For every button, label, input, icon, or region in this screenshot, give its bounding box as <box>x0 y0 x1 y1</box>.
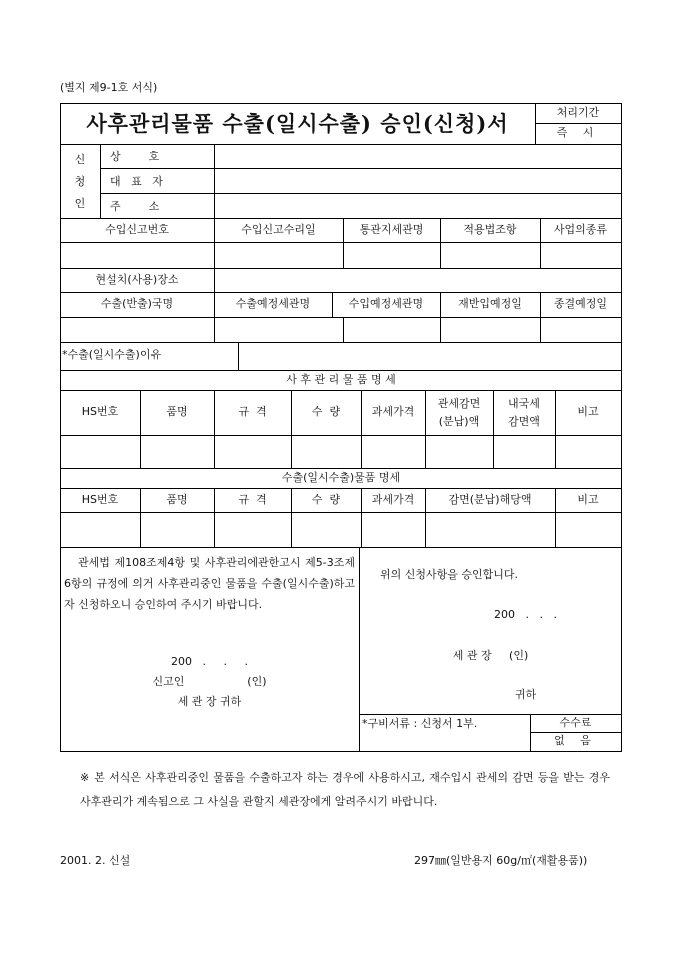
declarant-signature: 신고인 (인) <box>152 674 267 688</box>
export-hs-code-header: HS번호 <box>81 492 119 506</box>
processing-period-label: 처리기간 <box>556 105 600 119</box>
import-acceptance-date-header: 수입신고수리일 <box>241 222 316 236</box>
managed-items-title: 사 후 관 리 물 품 명 세 <box>286 372 396 386</box>
managed-item-name-header: 품명 <box>166 405 188 419</box>
footer-established: 2001. 2. 신설 <box>60 854 131 867</box>
applicable-law-header: 적용법조항 <box>463 222 517 236</box>
import-customs-field[interactable] <box>344 318 439 341</box>
representative-label: 대 표 자 <box>110 174 163 188</box>
address-field[interactable] <box>215 194 620 217</box>
declaration-addressee: 세 관 장 귀하 <box>177 694 242 708</box>
export-reason-label: *수출(일시수출)이유 <box>62 348 162 361</box>
installation-location-field[interactable] <box>215 269 620 291</box>
form-number: (별지 제9-1호 서식) <box>60 81 158 94</box>
export-item-name-header: 품명 <box>166 492 188 506</box>
closing-date-header: 종결예정일 <box>553 297 608 311</box>
managed-quantity-header: 수 량 <box>311 405 341 419</box>
import-declaration-no-header: 수입신고번호 <box>105 222 169 236</box>
approval-signer: 세 관 장 (인) <box>452 648 529 662</box>
trade-name-label: 상 호 <box>110 150 160 163</box>
reimport-date-header: 재반입예정일 <box>458 297 522 311</box>
installation-location-label: 현설치(사용)장소 <box>95 272 179 286</box>
representative-field[interactable] <box>215 169 620 192</box>
managed-items-row[interactable] <box>61 436 620 467</box>
customs-office-field[interactable] <box>344 243 439 267</box>
import-declaration-no-field[interactable] <box>61 243 213 267</box>
managed-hs-code-header: HS번호 <box>81 405 119 419</box>
managed-remarks-header: 비고 <box>577 405 599 419</box>
import-acceptance-date-field[interactable] <box>215 243 342 267</box>
approval-date: 200 . . . <box>494 607 557 621</box>
export-customs-header: 수출예정세관명 <box>235 297 311 311</box>
import-customs-header: 수입예정세관명 <box>348 297 424 311</box>
export-quantity-header: 수 량 <box>311 492 341 506</box>
closing-date-field[interactable] <box>541 318 620 341</box>
form-title: 사후관리물품 수출(일시수출) 승인(신청)서 <box>86 110 509 136</box>
managed-taxable-value-header: 과세가격 <box>371 405 415 419</box>
address-label: 주 소 <box>110 199 160 213</box>
fee-value: 없 음 <box>554 734 597 748</box>
required-documents: *구비서류 : 신청서 1부. <box>362 717 478 730</box>
processing-period-value: 즉 시 <box>556 126 600 140</box>
applicable-law-field[interactable] <box>441 243 539 267</box>
managed-spec-header: 규 격 <box>238 405 267 419</box>
managed-internal-tax-header: 내국세 감면액 <box>508 396 540 428</box>
applicant-label-2: 청 <box>74 174 86 188</box>
approval-addressee: 귀하 <box>514 687 537 701</box>
declaration-date: 200 . . . <box>171 654 248 668</box>
export-spec-header: 규 격 <box>238 492 267 506</box>
export-reduction-amount-header: 감면(분납)해당액 <box>448 492 532 506</box>
customs-office-header: 통관지세관명 <box>359 222 424 236</box>
export-items-row[interactable] <box>61 513 620 546</box>
applicant-label-1: 신 <box>74 152 86 166</box>
export-customs-field[interactable] <box>215 318 342 341</box>
business-type-header: 사업의종류 <box>553 222 608 236</box>
export-reason-field[interactable] <box>239 343 620 369</box>
declaration-text: 관세법 제108조제4항 및 사후관리에관한고시 제5-3조제6항의 규정에 의거 사후관리중인 물품을 수출(일시수출)하고자 신청하오니 승인하여 주시기 바랍니다. <box>64 556 355 611</box>
export-taxable-value-header: 과세가격 <box>371 492 415 506</box>
reimport-date-field[interactable] <box>441 318 539 341</box>
trade-name-field[interactable] <box>215 145 620 167</box>
export-remarks-header: 비고 <box>577 492 599 506</box>
usage-note: ※ 본 서식은 사후관리중인 물품을 수출하고자 하는 경우에 사용하시고, 재수입시 관세의 감면 등을 받는 경우 사후관리가 계속됨으로 그 사실을 관할지 세관장에게 알려주시기 바랍니다. <box>80 771 610 808</box>
approval-text: 위의 신청사항을 승인합니다. <box>380 568 519 581</box>
export-items-title: 수출(일시수출)물품 명세 <box>281 470 401 484</box>
export-country-field[interactable] <box>61 318 213 341</box>
export-country-header: 수출(반출)국명 <box>100 297 174 311</box>
business-type-field[interactable] <box>541 243 620 267</box>
applicant-label-3: 인 <box>74 196 86 210</box>
managed-duty-reduction-header: 관세감면 (분납)액 <box>437 396 481 428</box>
fee-label: 수수료 <box>559 715 592 729</box>
footer-paper-spec: 297㎜(일반용지 60g/㎡(재활용품)) <box>414 854 588 867</box>
